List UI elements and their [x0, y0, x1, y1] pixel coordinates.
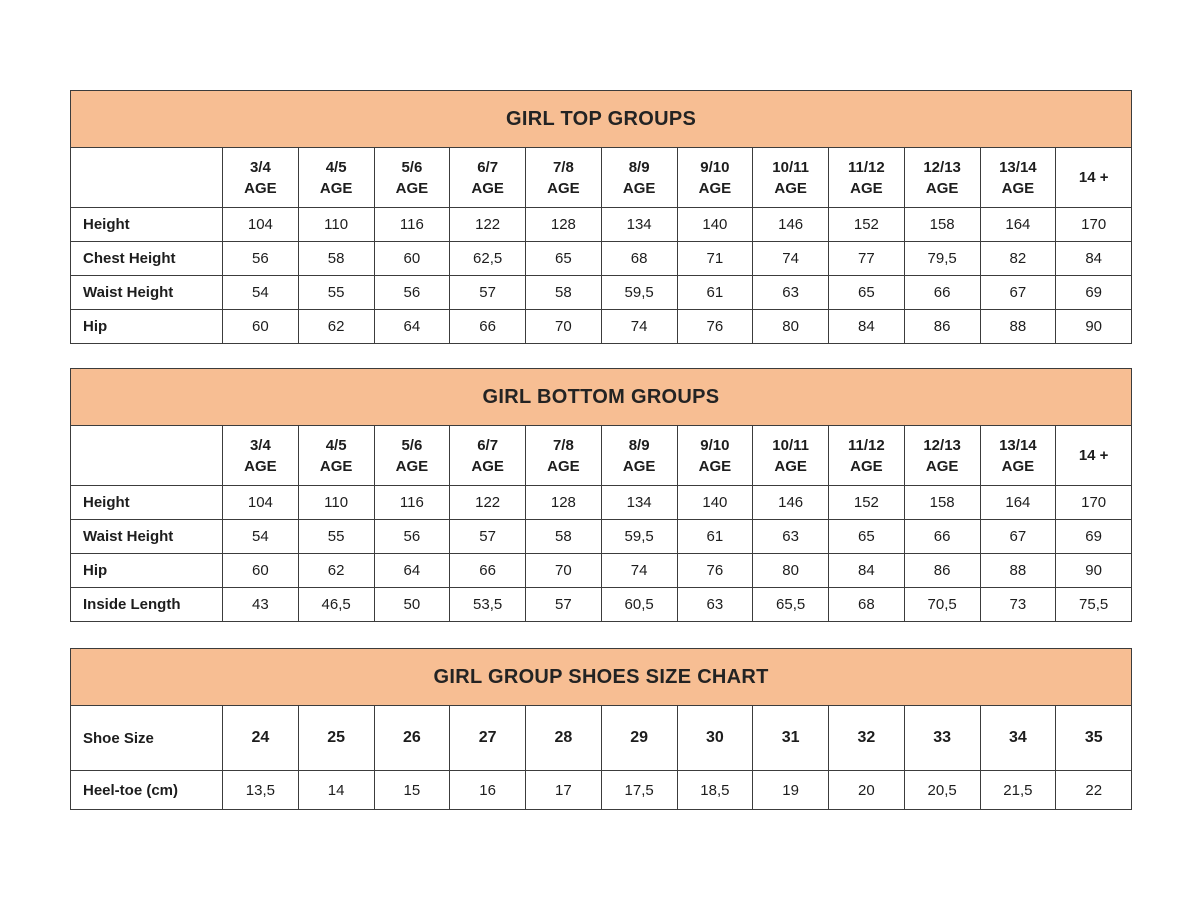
value-cell: 58	[526, 276, 602, 310]
column-header-line: 6/7	[477, 436, 499, 454]
value-cell: 74	[753, 242, 829, 276]
column-header-line: 33	[933, 728, 952, 746]
value-cell: 66	[450, 310, 526, 344]
column-header-cell	[1056, 706, 1132, 771]
column-header-row	[71, 148, 1132, 208]
table-title: GIRL BOTTOM GROUPS	[71, 369, 1132, 426]
value-cell: 56	[374, 276, 450, 310]
value-cell: 140	[677, 486, 753, 520]
column-header-cell	[374, 426, 450, 486]
column-header-cell	[904, 148, 980, 208]
column-header-line: AGE	[395, 457, 429, 475]
column-header-line: 8/9	[628, 158, 650, 176]
column-header-line: AGE	[244, 457, 277, 475]
value-cell: 146	[753, 208, 829, 242]
value-cell: 152	[829, 486, 905, 520]
column-header-line: 14 +	[1078, 447, 1109, 464]
value-cell: 79,5	[904, 242, 980, 276]
header-row-label: Shoe Size	[71, 706, 223, 771]
value-cell: 14	[298, 771, 374, 810]
row-label: Inside Length	[71, 588, 223, 622]
column-header-line: 26	[402, 728, 421, 746]
value-cell: 17	[526, 771, 602, 810]
column-header-line: 5/6	[401, 436, 423, 454]
value-cell: 90	[1056, 310, 1132, 344]
value-cell: 20	[829, 771, 905, 810]
column-header-line: 31	[781, 728, 800, 746]
table-title-row	[71, 91, 1132, 148]
column-header-line: 13/14	[999, 158, 1037, 176]
value-cell: 67	[980, 276, 1056, 310]
table-row	[71, 554, 1132, 588]
value-cell: 21,5	[980, 771, 1056, 810]
value-cell: 70	[526, 554, 602, 588]
value-cell: 16	[450, 771, 526, 810]
column-header-cell	[601, 148, 677, 208]
column-header-cell	[980, 706, 1056, 771]
column-header-line: AGE	[698, 457, 732, 475]
value-cell: 65,5	[753, 588, 829, 622]
value-cell: 80	[753, 554, 829, 588]
column-header-line: 34	[1008, 728, 1027, 746]
column-header-cell	[601, 706, 677, 771]
value-cell: 122	[450, 208, 526, 242]
column-header-line: AGE	[319, 179, 353, 197]
value-cell: 134	[601, 208, 677, 242]
value-cell: 53,5	[450, 588, 526, 622]
value-cell: 56	[223, 242, 299, 276]
value-cell: 110	[298, 486, 374, 520]
value-cell: 70,5	[904, 588, 980, 622]
value-cell: 50	[374, 588, 450, 622]
value-cell: 70	[526, 310, 602, 344]
column-header-line: AGE	[925, 457, 959, 475]
value-cell: 88	[980, 310, 1056, 344]
value-cell: 75,5	[1056, 588, 1132, 622]
value-cell: 63	[677, 588, 753, 622]
value-cell: 84	[829, 554, 905, 588]
column-header-cell	[298, 706, 374, 771]
column-header-cell	[450, 426, 526, 486]
column-header-line: 10/11	[772, 436, 809, 454]
column-header-line: 9/10	[700, 436, 730, 454]
value-cell: 84	[1056, 242, 1132, 276]
column-header-line: AGE	[244, 179, 277, 197]
value-cell: 64	[374, 554, 450, 588]
value-cell: 58	[526, 520, 602, 554]
column-header-cell	[904, 426, 980, 486]
column-header-cell	[980, 426, 1056, 486]
column-header-line: 12/13	[923, 158, 961, 176]
value-cell: 55	[298, 520, 374, 554]
column-header-line: AGE	[395, 179, 429, 197]
column-header-cell	[753, 706, 829, 771]
value-cell: 86	[904, 554, 980, 588]
value-cell: 71	[677, 242, 753, 276]
table-row	[71, 771, 1132, 810]
value-cell: 57	[526, 588, 602, 622]
value-cell: 60	[374, 242, 450, 276]
row-label: Waist Height	[71, 276, 223, 310]
row-label: Height	[71, 208, 223, 242]
column-header-cell	[829, 426, 905, 486]
value-cell: 65	[829, 520, 905, 554]
value-cell: 18,5	[677, 771, 753, 810]
row-label: Hip	[71, 554, 223, 588]
value-cell: 69	[1056, 276, 1132, 310]
column-header-line: 27	[478, 728, 497, 746]
table-row	[71, 520, 1132, 554]
column-header-cell	[1056, 148, 1132, 208]
value-cell: 63	[753, 276, 829, 310]
value-cell: 128	[526, 486, 602, 520]
value-cell: 20,5	[904, 771, 980, 810]
column-header-cell	[223, 706, 299, 771]
column-header-line: AGE	[547, 179, 580, 197]
value-cell: 66	[904, 276, 980, 310]
column-header-line: 13/14	[999, 436, 1037, 454]
value-cell: 76	[677, 310, 753, 344]
column-header-line: AGE	[774, 179, 807, 197]
column-header-line: AGE	[547, 457, 580, 475]
column-header-line: 12/13	[923, 436, 961, 454]
table-row	[71, 310, 1132, 344]
column-header-line: 35	[1084, 728, 1103, 746]
girl-top-groups-table	[70, 90, 1132, 344]
column-header-line: 4/5	[325, 158, 347, 176]
column-header-line: 7/8	[552, 436, 574, 454]
value-cell: 60	[223, 310, 299, 344]
row-label: Waist Height	[71, 520, 223, 554]
value-cell: 80	[753, 310, 829, 344]
column-header-cell	[374, 148, 450, 208]
value-cell: 59,5	[601, 276, 677, 310]
value-cell: 68	[829, 588, 905, 622]
value-cell: 58	[298, 242, 374, 276]
column-header-line: 28	[554, 728, 573, 746]
table-row	[71, 242, 1132, 276]
table-title-row	[71, 369, 1132, 426]
column-header-cell	[904, 706, 980, 771]
column-header-line: AGE	[622, 457, 656, 475]
value-cell: 146	[753, 486, 829, 520]
column-header-line: AGE	[622, 179, 656, 197]
column-header-line: 10/11	[772, 158, 809, 176]
value-cell: 66	[904, 520, 980, 554]
value-cell: 84	[829, 310, 905, 344]
column-header-cell	[980, 148, 1056, 208]
column-header-cell	[223, 148, 299, 208]
column-header-line: 25	[327, 728, 346, 746]
value-cell: 73	[980, 588, 1056, 622]
column-header-line: 30	[705, 728, 724, 746]
value-cell: 164	[980, 486, 1056, 520]
row-label: Heel-toe (cm)	[71, 771, 223, 810]
value-cell: 68	[601, 242, 677, 276]
column-header-line: AGE	[850, 179, 883, 197]
column-header-cell	[829, 148, 905, 208]
value-cell: 88	[980, 554, 1056, 588]
table-row	[71, 486, 1132, 520]
column-header-cell	[677, 426, 753, 486]
value-cell: 65	[526, 242, 602, 276]
column-header-line: 6/7	[477, 158, 499, 176]
column-header-line: AGE	[1001, 179, 1035, 197]
table-title-row	[71, 649, 1132, 706]
row-label: Hip	[71, 310, 223, 344]
column-header-line: 4/5	[325, 436, 347, 454]
row-label: Chest Height	[71, 242, 223, 276]
value-cell: 67	[980, 520, 1056, 554]
girl-bottom-groups-table	[70, 368, 1132, 622]
value-cell: 63	[753, 520, 829, 554]
table-title: GIRL TOP GROUPS	[71, 91, 1132, 148]
column-header-cell	[526, 426, 602, 486]
value-cell: 13,5	[223, 771, 299, 810]
value-cell: 164	[980, 208, 1056, 242]
value-cell: 66	[450, 554, 526, 588]
value-cell: 74	[601, 310, 677, 344]
value-cell: 56	[374, 520, 450, 554]
value-cell: 128	[526, 208, 602, 242]
value-cell: 170	[1056, 486, 1132, 520]
value-cell: 90	[1056, 554, 1132, 588]
column-header-line: 32	[857, 728, 876, 746]
column-header-line: 8/9	[628, 436, 650, 454]
value-cell: 158	[904, 486, 980, 520]
value-cell: 60,5	[601, 588, 677, 622]
value-cell: 46,5	[298, 588, 374, 622]
table-title: GIRL GROUP SHOES SIZE CHART	[71, 649, 1132, 706]
value-cell: 104	[223, 486, 299, 520]
column-header-line: 3/4	[249, 436, 271, 454]
column-header-line: AGE	[774, 457, 807, 475]
value-cell: 60	[223, 554, 299, 588]
value-cell: 82	[980, 242, 1056, 276]
column-header-cell	[298, 148, 374, 208]
column-header-line: 29	[630, 728, 649, 746]
column-header-cell	[677, 706, 753, 771]
value-cell: 61	[677, 276, 753, 310]
column-header-line: AGE	[925, 179, 959, 197]
value-cell: 122	[450, 486, 526, 520]
value-cell: 17,5	[601, 771, 677, 810]
column-header-line: AGE	[698, 179, 732, 197]
column-header-cell	[374, 706, 450, 771]
value-cell: 15	[374, 771, 450, 810]
value-cell: 69	[1056, 520, 1132, 554]
column-header-cell	[829, 706, 905, 771]
column-header-row	[71, 426, 1132, 486]
column-header-line: 11/12	[848, 436, 885, 454]
column-header-line: AGE	[319, 457, 353, 475]
column-header-line: 11/12	[848, 158, 885, 176]
value-cell: 62	[298, 554, 374, 588]
column-header-line: AGE	[850, 457, 883, 475]
column-header-line: 14 +	[1078, 169, 1109, 186]
column-header-cell	[1056, 426, 1132, 486]
column-header-cell	[526, 706, 602, 771]
table-row	[71, 208, 1132, 242]
column-header-cell	[450, 148, 526, 208]
value-cell: 62	[298, 310, 374, 344]
value-cell: 86	[904, 310, 980, 344]
value-cell: 59,5	[601, 520, 677, 554]
value-cell: 104	[223, 208, 299, 242]
column-header-cell	[526, 148, 602, 208]
value-cell: 140	[677, 208, 753, 242]
column-header-line: 3/4	[249, 158, 271, 176]
girl-shoes-size-table	[70, 648, 1132, 810]
column-header-cell	[298, 426, 374, 486]
table-row	[71, 276, 1132, 310]
value-cell: 57	[450, 520, 526, 554]
value-cell: 116	[374, 208, 450, 242]
column-header-row	[71, 706, 1132, 771]
row-label: Height	[71, 486, 223, 520]
value-cell: 116	[374, 486, 450, 520]
value-cell: 54	[223, 276, 299, 310]
value-cell: 22	[1056, 771, 1132, 810]
column-header-cell	[753, 148, 829, 208]
value-cell: 55	[298, 276, 374, 310]
value-cell: 65	[829, 276, 905, 310]
column-header-line: 7/8	[552, 158, 574, 176]
value-cell: 19	[753, 771, 829, 810]
value-cell: 54	[223, 520, 299, 554]
column-header-line: AGE	[471, 179, 504, 197]
value-cell: 57	[450, 276, 526, 310]
value-cell: 76	[677, 554, 753, 588]
column-header-cell	[450, 706, 526, 771]
corner-cell	[71, 148, 223, 208]
value-cell: 158	[904, 208, 980, 242]
value-cell: 110	[298, 208, 374, 242]
value-cell: 43	[223, 588, 299, 622]
value-cell: 64	[374, 310, 450, 344]
column-header-line: 5/6	[401, 158, 423, 176]
column-header-cell	[601, 426, 677, 486]
column-header-line: 24	[251, 728, 270, 746]
value-cell: 134	[601, 486, 677, 520]
value-cell: 152	[829, 208, 905, 242]
value-cell: 77	[829, 242, 905, 276]
column-header-cell	[677, 148, 753, 208]
value-cell: 62,5	[450, 242, 526, 276]
table-row	[71, 588, 1132, 622]
value-cell: 61	[677, 520, 753, 554]
corner-cell	[71, 426, 223, 486]
column-header-line: AGE	[1001, 457, 1035, 475]
column-header-cell	[753, 426, 829, 486]
value-cell: 170	[1056, 208, 1132, 242]
column-header-cell	[223, 426, 299, 486]
column-header-line: AGE	[471, 457, 504, 475]
column-header-line: 9/10	[700, 158, 730, 176]
value-cell: 74	[601, 554, 677, 588]
